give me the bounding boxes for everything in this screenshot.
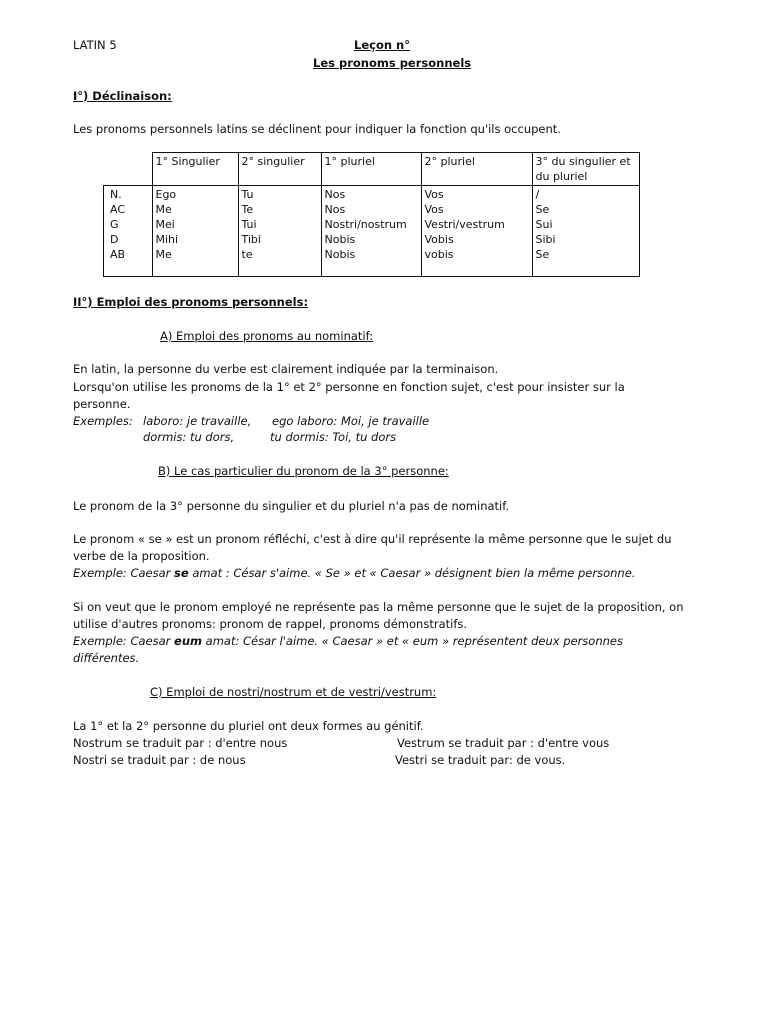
table-cell: Ego: [155, 188, 177, 201]
subsection-a-p2-line1: Lorsqu'on utilise les pronoms de la 1° et 2° personne en fonction sujet, c'est pour insister sur la: [73, 380, 625, 394]
example-1b: ego laboro: Moi, je travaille: [272, 414, 430, 428]
table-cell: Se: [535, 203, 550, 216]
table-cell: Te: [241, 203, 254, 216]
table-body-row: [104, 186, 640, 277]
table-cell: Vos: [424, 203, 444, 216]
example-bold-pronoun: eum: [174, 634, 203, 648]
page-title: Les pronoms personnels: [313, 56, 472, 70]
subsection-b-example-1: [73, 566, 635, 580]
subsection-b-title: B) Le cas particulier du pronom de la 3° personne:: [158, 464, 449, 478]
header-cell: 2° pluriel: [421, 153, 532, 186]
row-labels: [104, 186, 153, 277]
header-cell: 1° Singulier: [152, 153, 238, 186]
nostrum-line: Nostrum se traduit par : d'entre nous: [73, 736, 288, 750]
header-cell: 1° pluriel: [321, 153, 421, 186]
col-1st-plural: [321, 186, 421, 277]
table-cell: Vos: [424, 188, 444, 201]
col-2nd-plural: [421, 186, 532, 277]
declension-table: [103, 152, 640, 277]
nostri-line: Nostri se traduit par : de nous: [73, 753, 246, 767]
row-label: G: [110, 218, 119, 231]
col-1st-singular: [152, 186, 238, 277]
table-header-row: [104, 153, 640, 186]
table-cell: Mei: [155, 218, 175, 231]
subsection-b-example-2: [73, 634, 623, 648]
row-label: AB: [110, 248, 126, 261]
table-cell: Se: [535, 248, 550, 261]
row-label: N.: [110, 188, 122, 201]
row-label: D: [110, 233, 119, 246]
table-cell: Nos: [324, 203, 346, 216]
subsection-b-p3-line1: Si on veut que le pronom employé ne représente pas la même personne que le sujet de la proposition, on: [73, 600, 684, 614]
table-cell: Nobis: [324, 248, 356, 261]
table-cell: te: [241, 248, 253, 261]
subsection-c-p1: La 1° et la 2° personne du pluriel ont deux formes au génitif.: [73, 719, 424, 733]
example-text: amat : César s'aime. « Se » et « Caesar » désignent bien la même personne.: [188, 566, 636, 580]
table-cell: Mihi: [155, 233, 179, 246]
col-2nd-singular: [238, 186, 321, 277]
section2-heading: II°) Emploi des pronoms personnels:: [73, 295, 309, 309]
header-3rd-line2: du pluriel: [535, 170, 588, 183]
table-cell: Nos: [324, 188, 346, 201]
table-cell: Nobis: [324, 233, 356, 246]
example-text: Exemple: Caesar: [73, 634, 175, 648]
table-cell: Sui: [535, 218, 553, 231]
header-cell-3rd: [532, 153, 639, 186]
section1-heading: I°) Déclinaison:: [73, 89, 172, 103]
subsection-b-p2-line1: Le pronom « se » est un pronom réfléchi, c'est à dire qu'il représente la même personne que le sujet du: [73, 532, 672, 546]
table-cell: vobis: [424, 248, 454, 261]
section1-intro: Les pronoms personnels latins se déclinent pour indiquer la fonction qu'ils occupent.: [73, 122, 561, 136]
table-cell: Me: [155, 248, 172, 261]
subsection-b-p1: Le pronom de la 3° personne du singulier et du pluriel n'a pas de nominatif.: [73, 499, 510, 513]
example-text: Exemple: Caesar: [73, 566, 175, 580]
example-bold-pronoun: se: [174, 566, 189, 580]
header-cell: 2° singulier: [238, 153, 321, 186]
subsection-a-p1: En latin, la personne du verbe est clairement indiquée par la terminaison.: [73, 362, 499, 376]
example-1a: laboro: je travaille,: [143, 414, 252, 428]
table-cell: Me: [155, 203, 172, 216]
row-label: AC: [110, 203, 126, 216]
examples-label: Exemples:: [73, 414, 133, 428]
table-corner: [104, 153, 153, 186]
table-cell: Vestri/vestrum: [424, 218, 505, 231]
vestri-line: Vestri se traduit par: de vous.: [395, 753, 566, 767]
table-cell: Vobis: [424, 233, 454, 246]
subsection-a-p2-line2: personne.: [73, 397, 131, 411]
col-3rd: [532, 186, 639, 277]
table-cell: Nostri/nostrum: [324, 218, 407, 231]
subsection-b-p2-line2: verbe de la proposition.: [73, 549, 210, 563]
subsection-b-example-2-cont: différentes.: [73, 651, 140, 665]
subsection-a-title: A) Emploi des pronoms au nominatif:: [160, 329, 374, 343]
table-cell: /: [535, 188, 540, 201]
vestrum-line: Vestrum se traduit par : d'entre vous: [397, 736, 610, 750]
course-label: LATIN 5: [73, 38, 117, 52]
table-cell: Tibi: [241, 233, 261, 246]
example-2b: tu dormis: Toi, tu dors: [270, 430, 397, 444]
table-cell: Sibi: [535, 233, 556, 246]
lesson-label: Leçon n°: [354, 38, 410, 52]
table-cell: Tu: [241, 188, 254, 201]
subsection-b-p3-line2: utilise d'autres pronoms: pronom de rappel, pronoms démonstratifs.: [73, 617, 468, 631]
example-2a: dormis: tu dors,: [143, 430, 235, 444]
table-cell: Tui: [241, 218, 257, 231]
example-text: amat: César l'aime. « Caesar » et « eum » représentent deux personnes: [202, 634, 623, 648]
header-3rd-line1: 3° du singulier et: [535, 155, 631, 168]
subsection-c-title: C) Emploi de nostri/nostrum et de vestri/vestrum:: [150, 685, 437, 699]
